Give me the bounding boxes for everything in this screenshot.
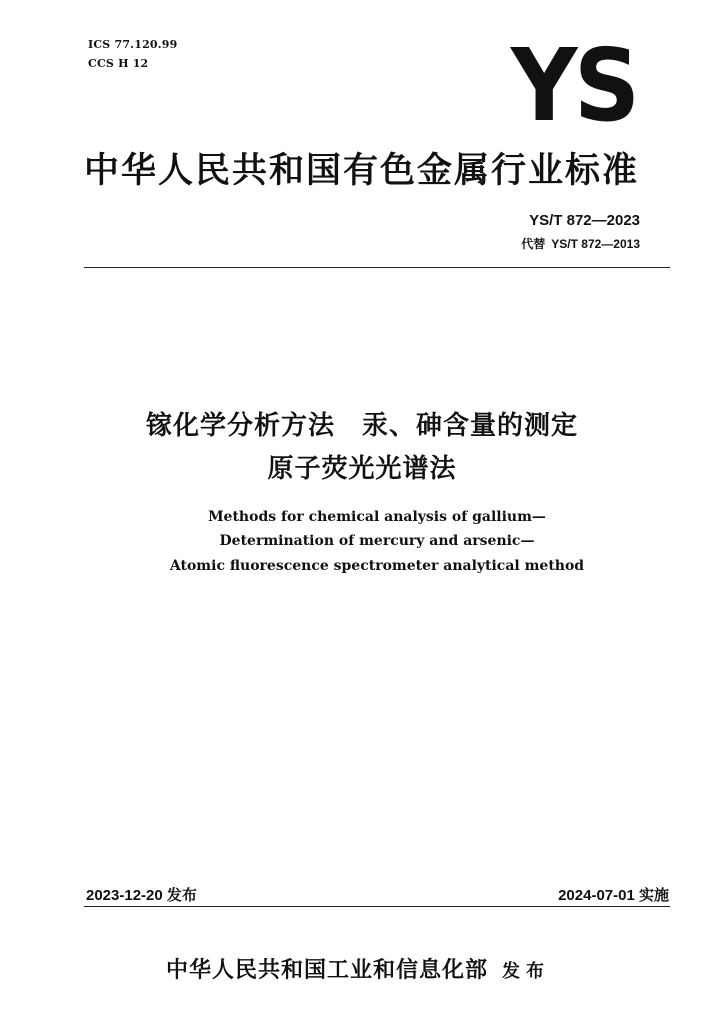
footer-divider [84, 906, 670, 907]
replaces-number: YS/T 872—2013 [551, 237, 640, 251]
ics-code: ICS 77.120.99 [88, 38, 178, 51]
chinese-title-line-1: 镓化学分析方法 汞、砷含量的测定 [145, 411, 578, 441]
replaces-label: 代替 [521, 237, 546, 251]
ys-logo: YS [510, 27, 636, 144]
issue-date: 2023-12-20 发布 [86, 887, 197, 904]
english-title-line-3: Atomic fluorescence spectrometer analytical method [169, 558, 585, 574]
issuer-action: 发布 [502, 961, 551, 982]
standard-number: YS/T 872—2023 [529, 212, 640, 229]
ccs-code: CCS H 12 [88, 57, 149, 70]
issuer-line [166, 953, 550, 984]
organization-title: 中华人民共和国有色金属行业标准 [84, 151, 640, 191]
implementation-date: 2024-07-01 实施 [558, 887, 669, 904]
english-title-line-2: Determination of mercury and arsenic— [219, 533, 535, 549]
english-title-line-1: Methods for chemical analysis of gallium— [208, 509, 546, 525]
chinese-title-line-2: 原子荧光光谱法 [267, 454, 457, 484]
issuer-name: 中华人民共和国工业和信息化部 [166, 957, 489, 983]
replaces-line [521, 235, 640, 252]
header-divider [84, 267, 670, 268]
